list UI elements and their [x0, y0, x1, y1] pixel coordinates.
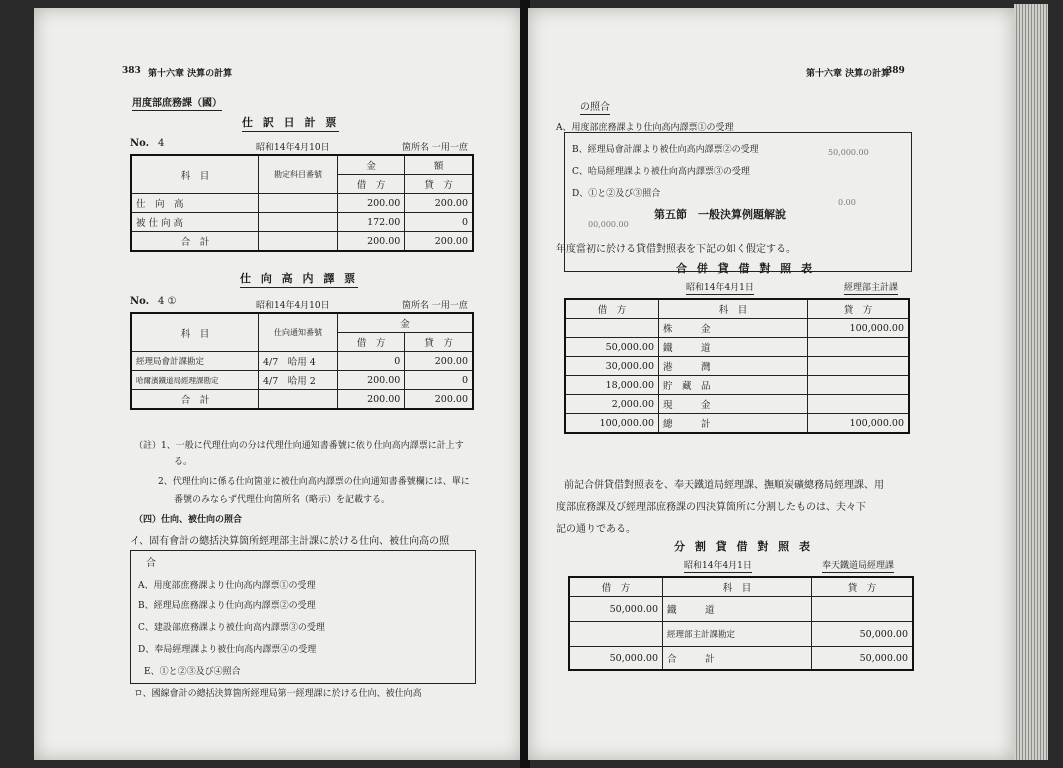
header-code: 仕向通知番號	[259, 313, 338, 352]
bs2-dept: 奉天鐵道局經理課	[822, 558, 894, 573]
table-row	[131, 213, 473, 232]
header-subject: 科 目	[659, 299, 808, 319]
row-subject: 鐵 道	[659, 338, 808, 357]
bs1-title: 合 併 貸 借 對 照 表	[676, 262, 815, 275]
header-credit: 貸 方	[812, 577, 914, 597]
bs1-dept: 經理部主計課	[844, 280, 898, 295]
row-subject: 經理部主計課勘定	[663, 622, 812, 647]
row-debit	[569, 622, 663, 647]
list-item: D、奉局經理課より被仕向高内譯票④の受理	[138, 645, 317, 655]
row-subject: 現 金	[659, 395, 808, 414]
table-row	[131, 352, 473, 371]
running-head: 第十六章 決算の計算	[806, 69, 891, 79]
row-debit: 200.00	[338, 390, 405, 410]
list-item: A、用度部庶務課より仕向高内譯票①の受理	[138, 581, 316, 591]
note-2-cont: 番號のみならず代理仕向箇所名（略示）を記載する。	[174, 495, 391, 505]
slip2-no-value: 4 ①	[158, 296, 177, 307]
row-debit: 100,000.00	[565, 414, 659, 434]
row-credit: 50,000.00	[812, 622, 914, 647]
row-credit	[808, 357, 910, 376]
header-credit: 貸 方	[405, 175, 473, 194]
header-debit: 借 方	[338, 175, 405, 194]
list-item: B、經理局庶務課より仕向高内譯票②の受理	[138, 601, 316, 611]
page-edges	[1014, 4, 1048, 760]
row-credit: 200.00	[405, 232, 473, 252]
list-item: B、經理局會計課より被仕向高内譯票②の受理	[572, 145, 759, 155]
row-credit	[812, 597, 914, 622]
row-code: 4/7 哈用 4	[259, 352, 338, 371]
paragraph-line: 記の通りである。	[556, 524, 636, 535]
section-heading: （四）仕向、被仕向の照合	[134, 515, 243, 525]
item-i-cont: 合	[146, 558, 156, 569]
row-subject: 合 計	[131, 390, 259, 410]
slip1-table	[130, 154, 474, 252]
table-row	[131, 371, 473, 390]
row-code	[259, 213, 338, 232]
row-debit: 2,000.00	[565, 395, 659, 414]
table-row	[569, 597, 913, 622]
continued-heading: の照合	[580, 98, 610, 115]
row-subject: 總 計	[659, 414, 808, 434]
department-label: 用度部庶務課（國）	[132, 94, 222, 111]
list-item: A、用度部庶務課より仕向高内譯票①の受理	[556, 123, 734, 133]
row-subject: 仕 向 高	[131, 194, 259, 213]
slip1-no-label: No.	[130, 138, 150, 149]
header-amount-b: 額	[405, 155, 473, 175]
header-credit: 貸 方	[405, 333, 473, 352]
row-debit: 0	[338, 352, 405, 371]
row-debit: 172.00	[338, 213, 405, 232]
table-row	[131, 232, 473, 252]
row-code	[259, 232, 338, 252]
table-row	[131, 390, 473, 410]
right-page	[528, 8, 1014, 760]
header-debit: 借 方	[569, 577, 663, 597]
row-credit: 0	[405, 213, 473, 232]
note-1: （註）1、一般に代理仕向の分は代理仕向通知書番號に依り仕向高内譯票に計上す	[134, 441, 464, 451]
row-credit: 100,000.00	[808, 319, 910, 338]
row-subject: 被 仕 向 高	[131, 213, 259, 232]
row-debit	[565, 319, 659, 338]
row-debit: 50,000.00	[569, 597, 663, 622]
row-credit: 100,000.00	[808, 414, 910, 434]
slip2-date: 昭和14年4月10日	[256, 301, 330, 311]
row-debit: 50,000.00	[565, 338, 659, 357]
row-debit: 50,000.00	[569, 647, 663, 671]
row-subject: 經理局會計課勘定	[131, 352, 259, 371]
header-subject: 科 目	[131, 313, 259, 352]
slip2-title: 仕 向 高 内 譯 票	[240, 270, 358, 288]
row-subject: 鐵 道	[663, 597, 812, 622]
header-subject: 科 目	[663, 577, 812, 597]
row-debit: 200.00	[338, 194, 405, 213]
header-subject: 科 目	[131, 155, 259, 194]
page-number: 389	[886, 66, 905, 76]
table-row	[565, 338, 909, 357]
bs2-date: 昭和14年4月1日	[684, 558, 752, 573]
row-credit	[808, 376, 910, 395]
page-number: 383	[122, 66, 141, 76]
paragraph-line: 前記合併貸借對照表を、奉天鐵道局經理課、撫順炭礦總務局經理課、用	[564, 480, 884, 491]
bs2-table	[568, 576, 914, 671]
header-debit: 借 方	[338, 333, 405, 352]
table-row	[569, 647, 913, 671]
item-i: イ、固有會計の總括決算箇所經理部主計課に於ける仕向、被仕向高の照	[130, 536, 450, 547]
row-debit: 200.00	[338, 232, 405, 252]
note-2: 2、代理仕向に係る仕向箇並に被仕向高内譯票の仕向通知書番號欄には、單に	[158, 477, 470, 487]
row-code	[259, 390, 338, 410]
paragraph-line: 度部庶務課及び經理部庶務課の四決算箇所に分割したものは、夫々下	[556, 502, 866, 513]
row-debit: 30,000.00	[565, 357, 659, 376]
row-credit: 200.00	[405, 352, 473, 371]
left-page	[34, 8, 522, 760]
row-credit	[808, 338, 910, 357]
slip1-office: 箇所名 一用一庶	[402, 143, 468, 153]
ghost-value: 0.00	[838, 198, 856, 207]
header-amount: 金	[338, 313, 474, 333]
header-debit: 借 方	[565, 299, 659, 319]
row-credit: 50,000.00	[812, 647, 914, 671]
list-item: C、建設部庶務課より被仕向高内譯票③の受理	[138, 623, 325, 633]
bs1-table	[564, 298, 910, 434]
slip1-date: 昭和14年4月10日	[256, 143, 330, 153]
slip1-no-value: 4	[158, 138, 165, 149]
row-credit: 0	[405, 371, 473, 390]
table-row	[569, 622, 913, 647]
list-item: E、①と②③及び④照合	[144, 667, 241, 677]
ghost-value: 00,000.00	[588, 220, 629, 229]
row-subject: 合 計	[663, 647, 812, 671]
row-code: 4/7 哈用 2	[259, 371, 338, 390]
bs2-title: 分 割 貸 借 對 照 表	[674, 540, 813, 553]
ghost-value: 50,000.00	[828, 148, 869, 157]
row-subject: 株 金	[659, 319, 808, 338]
row-credit: 200.00	[405, 194, 473, 213]
slip2-table	[130, 312, 474, 410]
row-debit: 18,000.00	[565, 376, 659, 395]
list-item: C、哈局經理課より被仕向高内譯票③の受理	[572, 167, 750, 177]
row-subject: 合 計	[131, 232, 259, 252]
row-subject: 港 灣	[659, 357, 808, 376]
item-ro: ロ、國線會計の總括決算箇所經理局第一經理課に於ける仕向、被仕向高	[134, 689, 422, 699]
table-row	[565, 395, 909, 414]
slip1-title: 仕 訳 日 計 票	[242, 114, 339, 132]
row-subject: 哈爾濱鐵道局經理課勘定	[131, 371, 259, 390]
row-credit	[808, 395, 910, 414]
bs1-date: 昭和14年4月1日	[686, 280, 754, 295]
header-amount-a: 金	[338, 155, 405, 175]
slip2-office: 箇所名 一用一庶	[402, 301, 468, 311]
table-row	[565, 414, 909, 434]
row-debit: 200.00	[338, 371, 405, 390]
row-code	[259, 194, 338, 213]
slip2-no-label: No.	[130, 296, 150, 307]
header-credit: 貸 方	[808, 299, 910, 319]
table-row	[565, 357, 909, 376]
table-row	[565, 376, 909, 395]
intro-text: 年度當初に於ける貸借對照表を下記の如く假定する。	[556, 244, 796, 255]
table-row	[565, 319, 909, 338]
header-code: 勘定科目番號	[259, 155, 338, 194]
list-item: D、①と②及び③照合	[572, 189, 661, 199]
section-heading: 第五節 一般決算例題解說	[654, 208, 786, 221]
note-1-cont: る。	[174, 457, 193, 467]
table-row	[131, 194, 473, 213]
row-credit: 200.00	[405, 390, 473, 410]
row-subject: 貯 藏 品	[659, 376, 808, 395]
running-head: 第十六章 決算の計算	[148, 69, 233, 79]
